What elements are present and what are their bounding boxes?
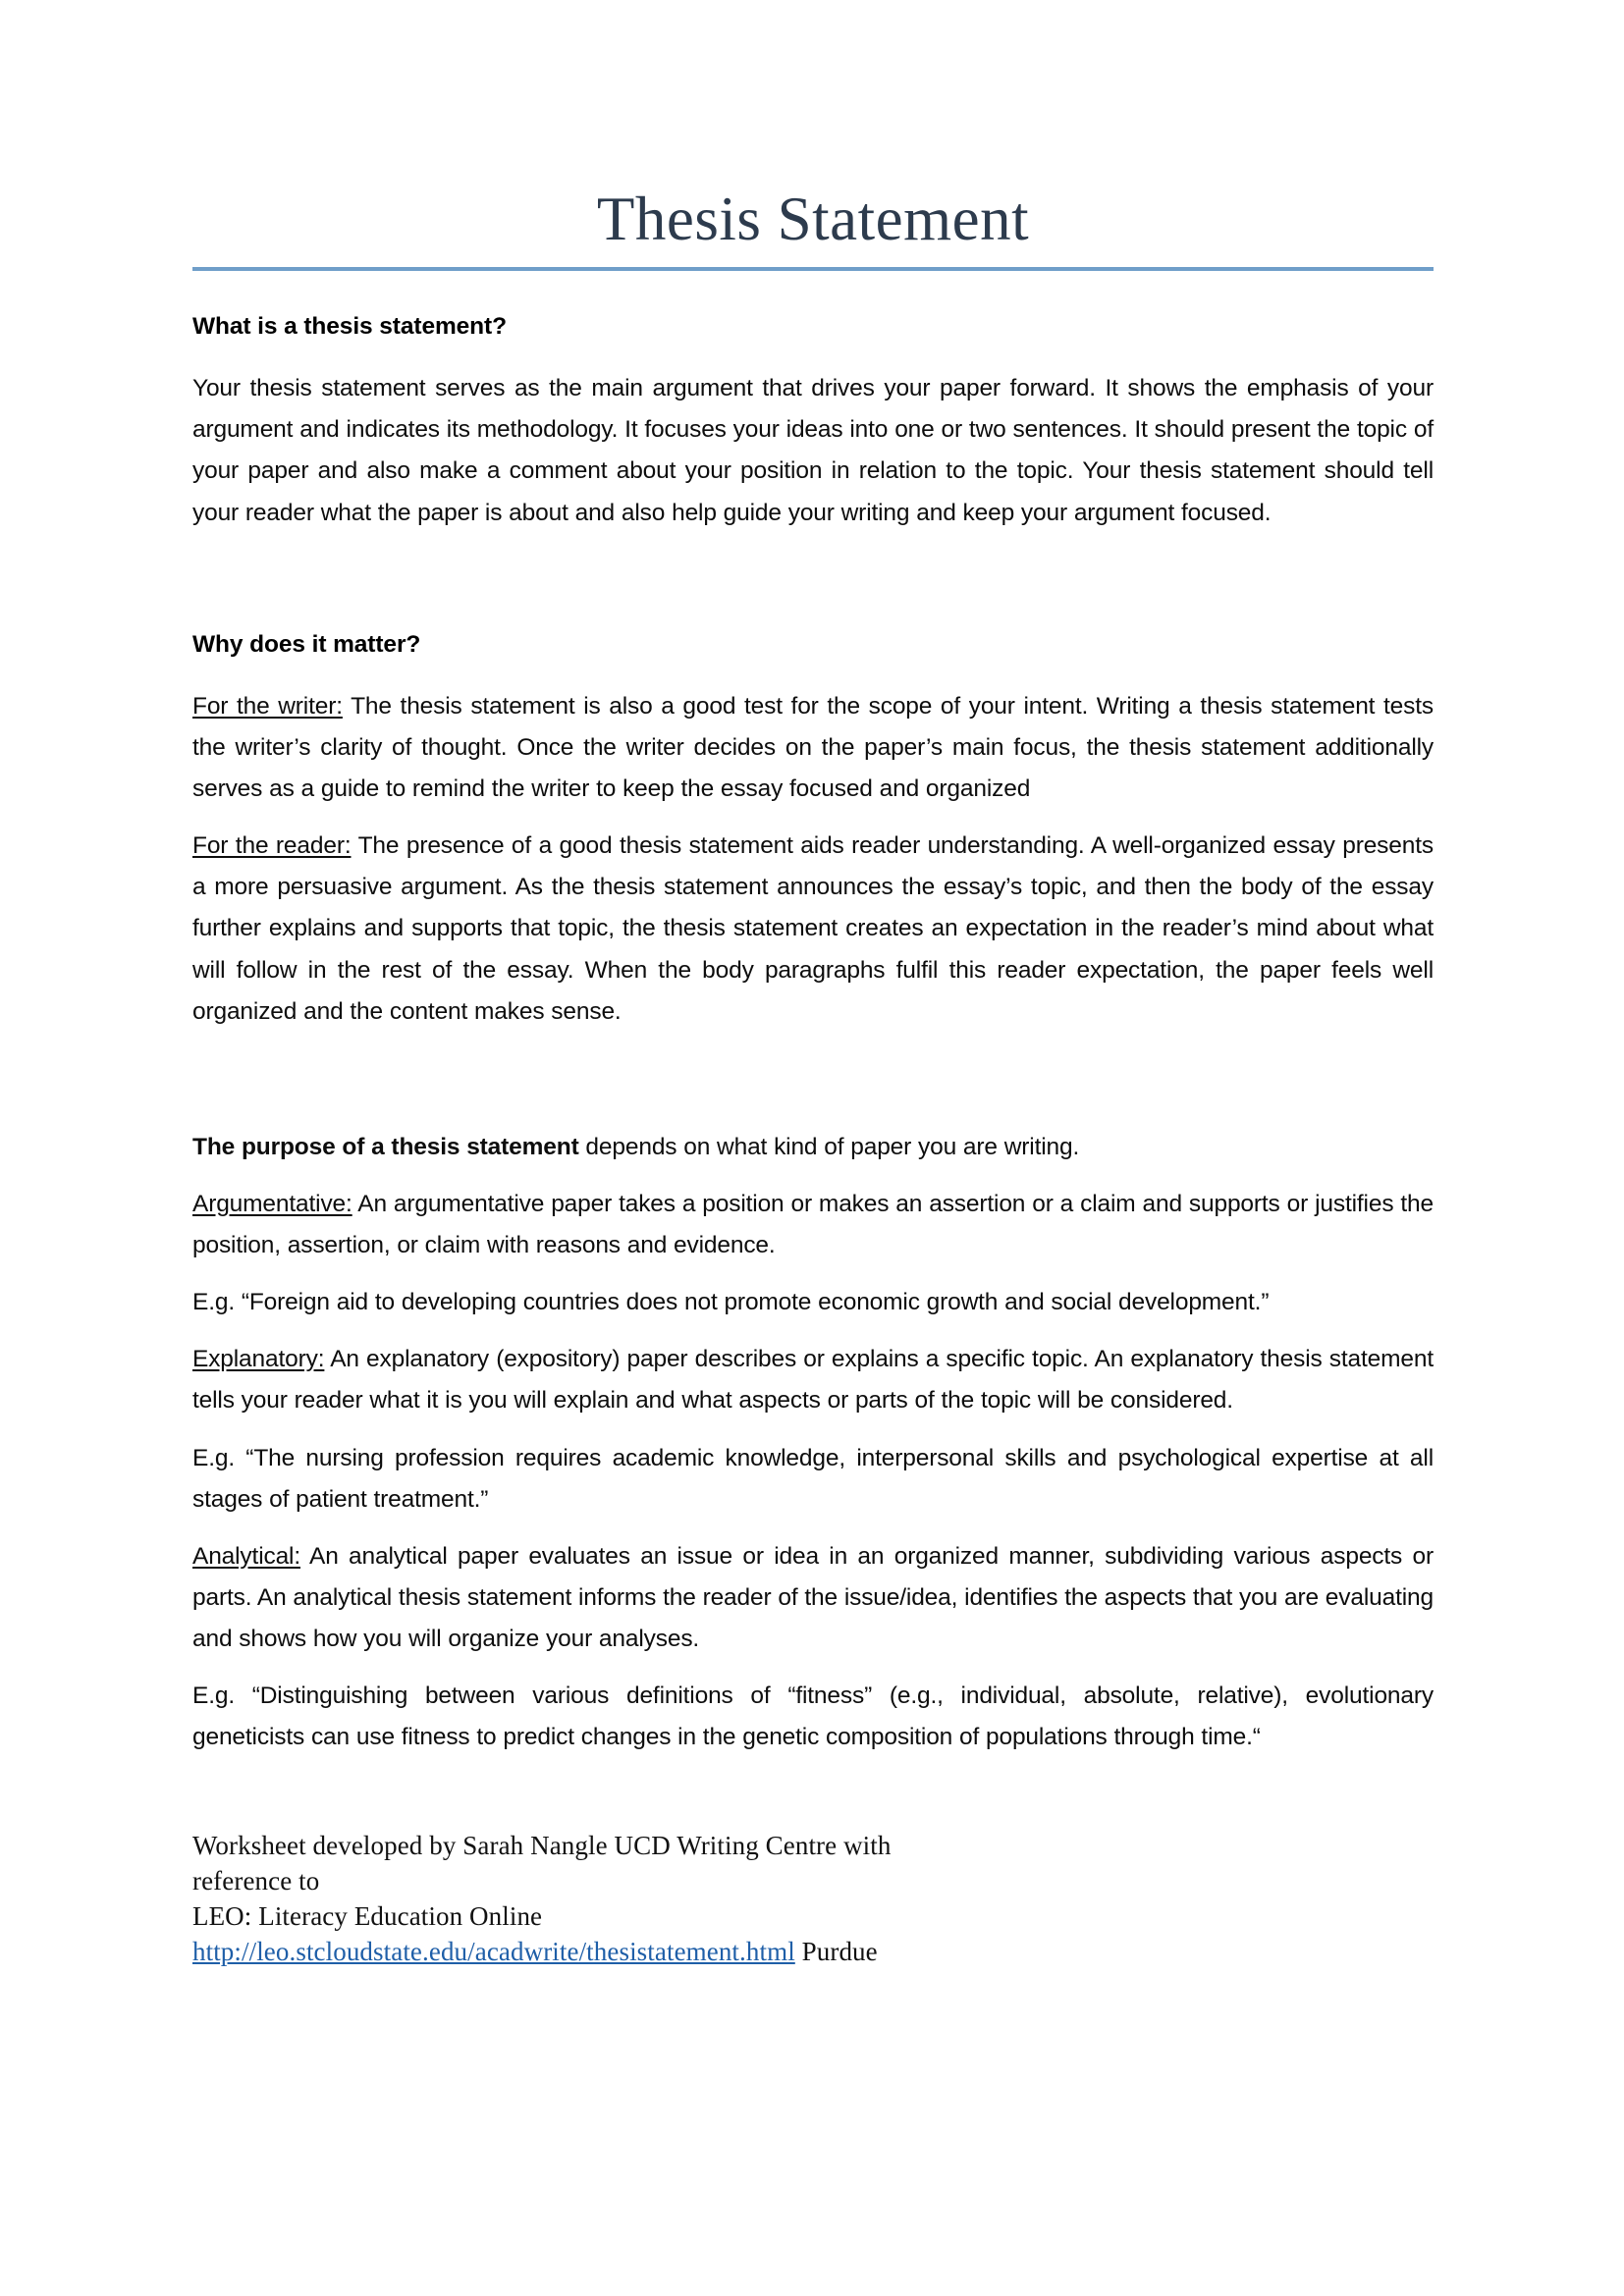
footer-attribution [192,1829,1434,1970]
footer-line-2: reference to [192,1866,320,1896]
example-argumentative: E.g. “Foreign aid to developing countries does not promote economic growth and social development.” [192,1289,1270,1316]
document-content [192,0,1434,1970]
paragraph-for-the-writer [192,686,1434,810]
paragraph-for-the-reader-text: The presence of a good thesis statement aids reader understanding. A well-organized essay presents a more persuasive argument. As the thesis statement announces the essay’s topic, and then the body of the essay further explains and supports that topic, the thesis statement creates an expectation in the reader’s mind about what will follow in the rest of the essay. When the body paragraphs fulfil this reader expectation, the paper feels well organized and the content makes sense. [192,832,1434,1025]
paragraph-type-argumentative [192,1184,1434,1266]
section-heading-why-matter: Why does it matter? [192,630,421,658]
lead-label-for-the-writer: For the writer: [192,692,343,720]
lead-label-explanatory: Explanatory: [192,1346,325,1373]
example-analytical: E.g. “Distinguishing between various definitions of “fitness” (e.g., individual, absolute, relative), evolutionary geneticists can use fitness to predict changes in the genetic composition of populations through time.“ [192,1682,1434,1751]
paragraph-type-analytical [192,1536,1434,1660]
paragraph-type-explanatory-text: An explanatory (expository) paper describes or explains a specific topic. An explanatory thesis statement tells your reader what it is you will explain and what aspects or parts of the topic will be considered. [192,1346,1434,1415]
paragraph-type-analytical-text: An analytical paper evaluates an issue or idea in an organized manner, subdividing various aspects or parts. An analytical thesis statement informs the reader of the issue/idea, identifies the aspects that you are evaluating and shows how you will organize your analyses. [192,1542,1434,1653]
lead-label-argumentative: Argumentative: [192,1190,352,1217]
lead-label-analytical: Analytical: [192,1542,301,1570]
example-explanatory: E.g. “The nursing profession requires academic knowledge, interpersonal skills and psychological expertise at all stages of patient treatment.” [192,1444,1434,1513]
footer-source-link[interactable]: http://leo.stcloudstate.edu/acadwrite/thesistatement.html [192,1937,795,1967]
paragraph-what-is-body: Your thesis statement serves as the main argument that drives your paper forward. It shows the emphasis of your argument and indicates its methodology. It focuses your ideas into one or two sentences. It should present the topic of your paper and also make a comment about your position in relation to the topic. Your thesis statement should tell your reader what the paper is about and also help guide your writing and keep your argument focused. [192,375,1434,526]
paragraph-for-the-reader [192,826,1434,1033]
paragraph-for-the-writer-text: The thesis statement is also a good test for the scope of your intent. Writing a thesis statement tests the writer’s clarity of thought. Once the writer decides on the paper’s main focus, the thesis statement additionally serves as a guide to remind the writer to keep the essay focused and organized [192,692,1434,803]
footer-line-4 [192,1935,1434,1970]
purpose-intro-rest: depends on what kind of paper you are writing. [578,1133,1080,1160]
paragraph-type-argumentative-text: An argumentative paper takes a position or makes an assertion or a claim and supports or justifies the position, assertion, or claim with reasons and evidence. [192,1190,1434,1259]
paragraph-purpose-intro [192,1127,1434,1168]
footer-line-1: Worksheet developed by Sarah Nangle UCD Writing Centre with [192,1831,892,1861]
footer-source-trailing: Purdue [794,1937,878,1967]
purpose-intro-bold: The purpose of a thesis statement [192,1133,579,1160]
page-title: Thesis Statement [596,185,1030,253]
lead-label-for-the-reader: For the reader: [192,832,352,860]
paragraph-type-explanatory [192,1339,1434,1421]
section-heading-what-is: What is a thesis statement? [192,313,507,341]
footer-line-3: LEO: Literacy Education Online [192,1901,543,1932]
